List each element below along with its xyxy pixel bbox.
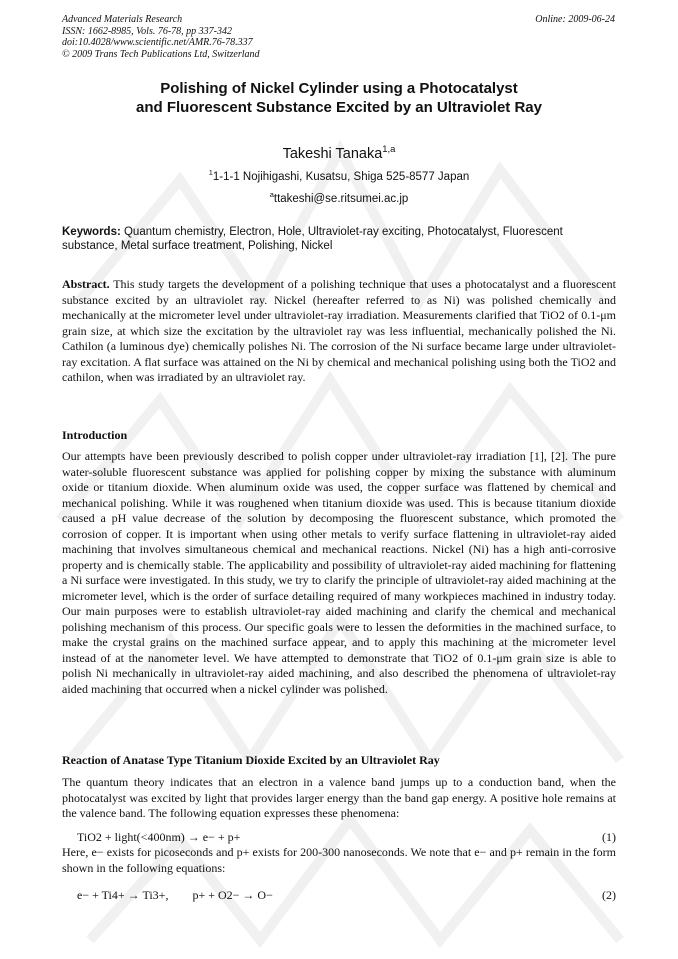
keywords-block <box>62 225 616 253</box>
online-date: Online: 2009-06-24 <box>535 14 615 25</box>
abstract-paragraph <box>62 277 616 386</box>
paper-title <box>62 79 616 117</box>
affiliation-text: 1-1-1 Nojihigashi, Kusatsu, Shiga 525-8577 Japan <box>212 170 470 183</box>
equation-2-body: e− + Ti4+ → Ti3+, p+ + O2− → O− <box>77 888 273 902</box>
equation-1 <box>77 830 616 845</box>
keywords-text: Quantum chemistry, Electron, Hole, Ultraviolet-ray exciting, Photocatalyst, Fluorescent substance, Metal surface treatment, Polishing, Nickel <box>62 226 563 252</box>
equation-1-body: TiO2 + light(<400nm) → e− + p+ <box>77 830 241 844</box>
journal-name: Advanced Materials Research <box>62 14 183 25</box>
journal-header <box>62 14 260 60</box>
affiliation-superscript: 1 <box>208 168 213 177</box>
section-heading-anatase: Reaction of Anatase Type Titanium Dioxide Excited by an Ultraviolet Ray <box>62 753 440 767</box>
keywords-label: Keywords: <box>62 226 121 238</box>
email-address[interactable]: ttakeshi@se.ritsumei.ac.jp <box>273 192 409 205</box>
email-line <box>62 190 616 205</box>
quantum-theory-paragraph: The quantum theory indicates that an electron in a valence band jumps up to a conduction band, when the photocatalyst was excited by light that provides larger energy than the band gap energy. A positive hole remains at the valence band. The following equation expresses these phenomena: <box>62 775 616 820</box>
equation-2 <box>77 888 616 903</box>
electron-hole-paragraph: Here, e− exists for picoseconds and p+ exists for 200-300 nanoseconds. We note that e− and p+ remain in the form shown in the following equations: <box>62 845 616 875</box>
equation-2-number: (2) <box>602 888 616 902</box>
author-name: Takeshi Tanaka <box>282 145 383 162</box>
issn-line: ISSN: 1662-8985, Vols. 76-78, pp 337-342 <box>62 25 232 37</box>
equation-1-number: (1) <box>602 830 616 844</box>
doi-line: doi:10.4028/www.scientific.net/AMR.76-78.337 <box>62 37 253 49</box>
abstract-label: Abstract. <box>62 277 110 291</box>
title-line-1: Polishing of Nickel Cylinder using a Photocatalyst <box>160 80 518 97</box>
introduction-paragraph: Our attempts have been previously described to polish copper under ultraviolet-ray irradiation [1], [2]. The pure water-soluble fluorescent substance was applied for polishing copper by mixing the substance with aluminum oxide or titanium dioxide. When aluminum oxide was used, the copper surface was flattened by chemical and mechanical polishing. While it was roughened when titanium dioxide was used. This is because titanium dioxide caused a pH value decrease of the solution by decomposing the fluorescent substance, which promoted the corrosion of copper. It is important when using other metals to verify surface flattening in ultraviolet-ray aided machining that involves simultaneous chemical and mechanical reactions. Nickel (Ni) has a high anti-corrosive property and is chemically stable. The applicability and possibility of ultraviolet-ray aided machining for flattening a Ni surface were investigated. In this study, we try to clarify the principle of ultraviolet-ray aided machining at the micrometer level, which is the order of surface detailing required of many workpieces machined in industry today. Our main purposes were to establish ultraviolet-ray aided machining and clarify the chemical and mechanical polishing mechanism of this process. Our specific goals were to lessen the deformities in the machined surface, to make the crystal grains on the machined surface appear, and to apply this machining at the micrometer level instead of at the nanometer level. We have attempted to demonstrate that TiO2 of 0.1-μm grain size is able to polish Ni mechanically in ultraviolet-ray aided machining, and also described the phenomena of ultraviolet-ray aided machining that occurred when a nickel cylinder was polished. <box>62 449 616 696</box>
title-line-2: and Fluorescent Substance Excited by an Ultraviolet Ray <box>136 99 542 116</box>
affiliation-line <box>62 168 616 183</box>
email-superscript: a <box>269 190 274 199</box>
abstract-text: This study targets the development of a polishing technique that uses a photocatalyst and a fluorescent substance excited by an ultraviolet ray. Nickel (hereafter referred to as Ni) was polished chemically and mechanically at the micrometer level under ultraviolet-ray irradiation. Measurements clarified that TiO2 of 0.1-μm grain size, at which size the excitation by the ultraviolet ray was less influential, mechanically polished the Ni. Cathilon (a luminous dye) chemically polishes Ni. The corrosion of the Ni surface became large under ultraviolet-ray excitation. A flat surface was attained on the Ni by chemical and mechanical polishing using both the TiO2 and cathilon, when was irradiated by an ultraviolet ray. <box>62 277 616 384</box>
copyright-line: © 2009 Trans Tech Publications Ltd, Switzerland <box>62 48 260 60</box>
introduction-heading: Introduction <box>62 428 128 442</box>
author-line <box>62 143 616 162</box>
author-superscript: 1,a <box>382 143 396 154</box>
